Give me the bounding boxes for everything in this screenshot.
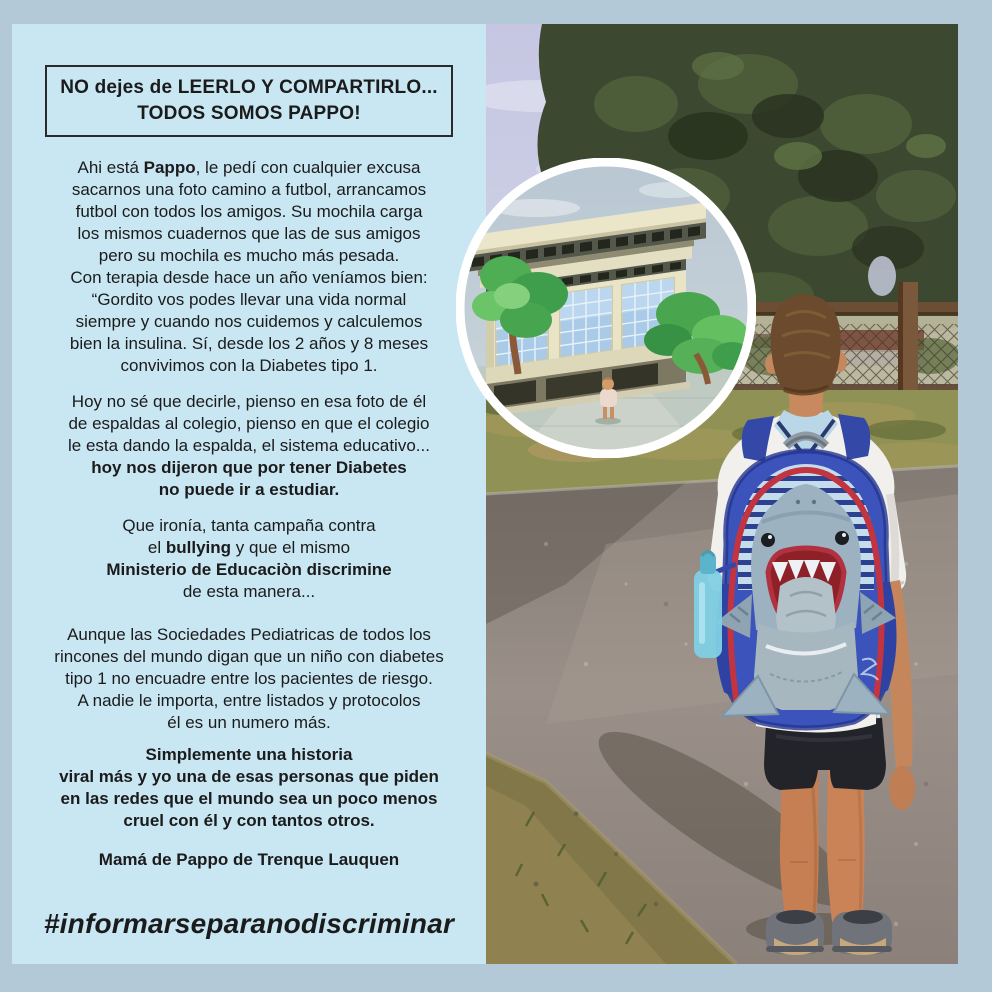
text-line: A nadie le importa, entre listados y protocolos xyxy=(77,691,421,710)
hair xyxy=(771,294,841,396)
text-segment: Ahi está xyxy=(77,158,144,177)
header-line-2: TODOS SOMOS PAPPO! xyxy=(137,103,361,124)
text-segment: y que el mismo xyxy=(231,538,351,557)
text-line-bold: hoy nos dijeron que por tener Diabetes xyxy=(91,458,407,477)
text-line: de esta manera... xyxy=(182,582,316,601)
hashtag: #informarseparanodiscriminar xyxy=(43,908,455,939)
text-line: “Gordito vos podes llevar una vida normal xyxy=(91,290,407,309)
text-line-bold: Ministerio de Educaciòn discrimine xyxy=(106,560,392,579)
text-line: él es un numero más. xyxy=(167,713,331,732)
header-box xyxy=(45,65,453,137)
text-line: Hoy no sé que decirle, pienso en esa foto de él xyxy=(71,392,427,411)
text-line: Aunque las Sociedades Pediatricas de todos los xyxy=(67,625,431,644)
paragraph-intro xyxy=(12,157,486,377)
text-line xyxy=(12,157,486,179)
text-line-bold: en las redes que el mundo sea un poco menos xyxy=(60,789,438,808)
text-line: rincones del mundo digan que un niño con diabetes xyxy=(54,647,444,666)
paragraph-sociedades xyxy=(12,624,486,734)
text-line-bold: cruel con él y con tantos otros. xyxy=(123,811,375,830)
text-line: futbol con todos los amigos. Su mochila carga xyxy=(75,202,423,221)
text-line: sacarnos una foto camino a futbol, arrancamos xyxy=(71,180,427,199)
text-line: los mismos cuadernos que las de sus amigos xyxy=(77,224,421,243)
text-panel xyxy=(12,24,486,964)
paragraph-school xyxy=(12,391,486,501)
text-line: le esta dando la espalda, el sistema educativo... xyxy=(68,436,430,455)
text-segment: , le pedí con cualquier excusa xyxy=(195,158,421,177)
text-line: siempre y cuando nos cuidemos y calculemos xyxy=(75,312,423,331)
text-segment-bold: Pappo xyxy=(143,158,196,177)
text-line-bold: Simplemente una historia xyxy=(145,745,353,764)
text-line xyxy=(12,537,486,559)
text-line: convivimos con la Diabetes tipo 1. xyxy=(120,356,378,375)
text-line: Que ironía, tanta campaña contra xyxy=(122,516,376,535)
school-illustration-inset xyxy=(456,158,756,458)
text-line: tipo 1 no encuadre entre los pacientes de riesgo. xyxy=(65,669,433,688)
text-line: pero su mochila es mucho más pesada. xyxy=(98,246,400,265)
paragraph-viral xyxy=(12,744,486,832)
text-line: Con terapia desde hace un año veníamos bien: xyxy=(70,268,428,287)
signature-line: Mamá de Pappo de Trenque Lauquen xyxy=(98,850,400,869)
text-line-bold: viral más y yo una de esas personas que piden xyxy=(59,767,439,786)
shark-eye xyxy=(761,533,775,547)
text-segment-bold: bullying xyxy=(165,538,232,557)
paragraph-irony xyxy=(12,515,486,603)
signature xyxy=(12,849,486,871)
header-line-1: NO dejes de LEERLO Y COMPARTIRLO... xyxy=(60,77,438,98)
shark-eye xyxy=(835,531,849,545)
text-line: bien la insulina. Sí, desde los 2 años y 8 meses xyxy=(69,334,429,353)
text-line: de espaldas al colegio, pienso en que el colegio xyxy=(68,414,430,433)
text-line-bold: no puede ir a estudiar. xyxy=(158,480,340,499)
text-segment: el xyxy=(147,538,166,557)
